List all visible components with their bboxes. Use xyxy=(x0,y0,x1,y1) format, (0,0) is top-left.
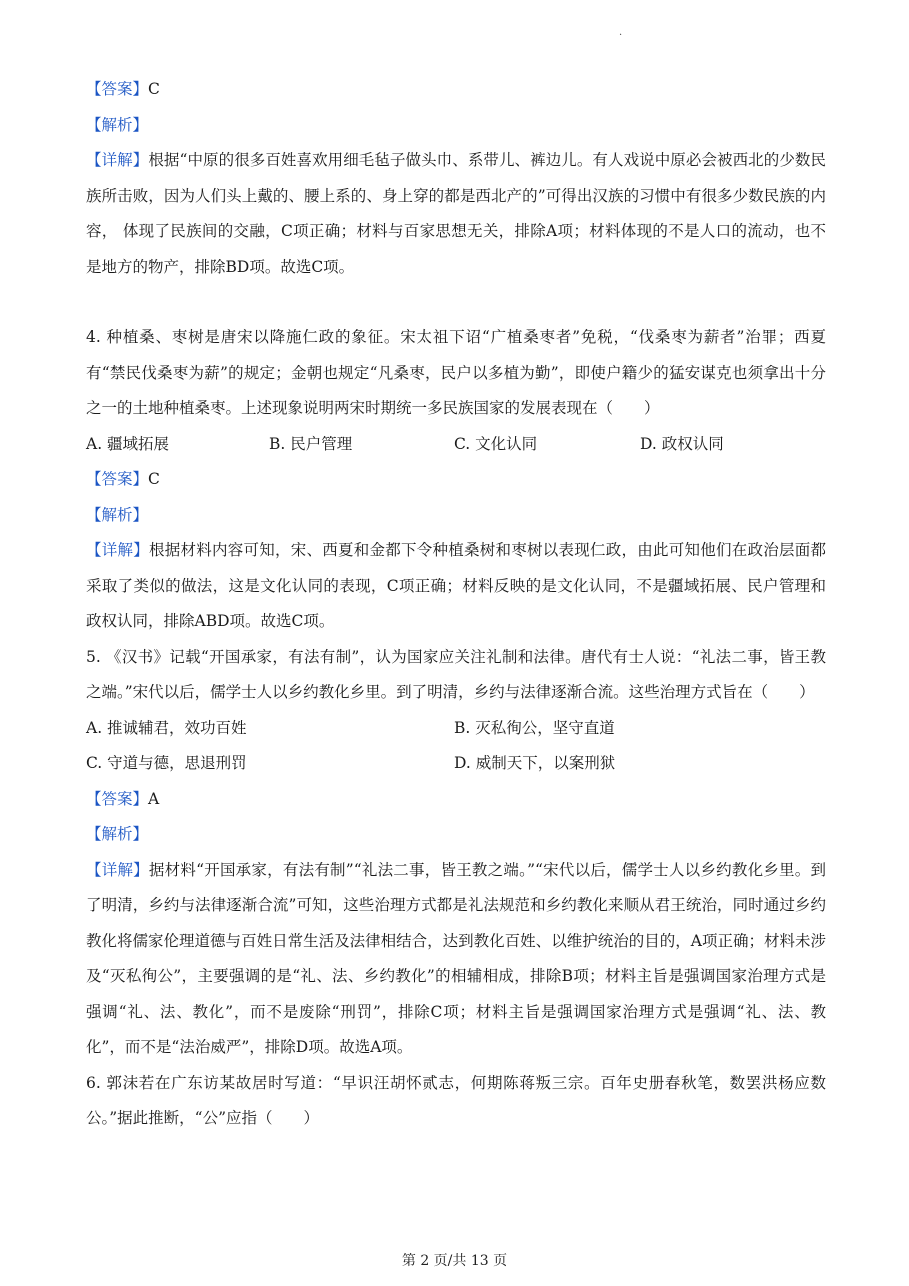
q4-option-a: A. 疆域拓展 xyxy=(86,434,170,453)
q3-answer-tag: 【答案】 xyxy=(86,80,149,98)
q5-answer-tag: 【答案】 xyxy=(86,789,149,808)
q4-answer: C xyxy=(148,470,160,488)
q3-answer-line xyxy=(86,72,826,108)
q4-stem: 4. 种植桑、枣树是唐宋以降施仁政的象征。宋太祖下诏“广植桑枣者”免税，“伐桑枣为薪者”治罪；西夏有“禁民伐桑枣为薪”的规定；金朝也规定“凡桑枣，民户以多植为勤”，即使户籍少的猛安谋克也须拿出十分之一的土地种植桑枣。上述现象说明两宋时期统一多民族国家的发展表现在（ ） xyxy=(86,328,826,417)
q5-analysis-tag: 【解析】 xyxy=(86,825,149,843)
q4-analysis-line xyxy=(86,498,826,534)
document-content xyxy=(86,72,826,1137)
q5-answer: A xyxy=(148,789,160,808)
page-dot-mark: · xyxy=(619,30,623,41)
q4-option-d: D. 政权认同 xyxy=(640,434,724,453)
page-footer: 第 2 页/共 13 页 xyxy=(401,1253,508,1269)
section-gap xyxy=(86,285,826,320)
q5-analysis-line xyxy=(86,817,826,853)
q3-analysis-line xyxy=(86,108,826,144)
q3-detail-text: 根据“中原的很多百姓喜欢用细毛毡子做头巾、系带儿、裤边儿。有人戏说中原必会被西北的少数民族所击败，因为人们头上戴的、腰上系的、身上穿的都是西北产的”可得出汉族的习惯中有很多少数民族的内容， 体现了民族间的交融，C项正确；材料与百家思想无关，排除A项；材料体现的不是人口的流动，也不是地方的物产，排除BD项。故选C项。 xyxy=(86,151,826,276)
q5-option-d: D. 威制天下，以案刑狱 xyxy=(454,754,616,772)
q3-analysis-tag: 【解析】 xyxy=(86,115,149,134)
q4-detail-para xyxy=(86,533,826,640)
q4-analysis-tag: 【解析】 xyxy=(86,505,149,524)
q3-detail-para xyxy=(86,143,826,285)
q4-option-b: B. 民户管理 xyxy=(269,434,353,453)
q5-option-b: B. 灭私徇公，坚守直道 xyxy=(454,718,615,737)
q5-detail-text: 据材料“开国承家，有法有制”“礼法二事，皆王教之端。”“宋代以后，儒学士人以乡约教化乡里。到了明清，乡约与法律逐渐合流”可知，这些治理方式都是礼法规范和乡约教化来顺从君王统治，同时通过乡约教化将儒家伦理道德与百姓日常生活及法律相结合，达到教化百姓、以维护统治的目的，A项正确；材料未涉及“灭私徇公”，主要强调的是“礼、法、乡约教化”的相辅相成，排除B项；材料主旨是强调国家治理方式是强调“礼、法、教化”，而不是废除“刑罚”，排除C项；材料主旨是强调国家治理方式是强调“礼、法、教化”，而不是“法治威严”，排除D项。故选A项。 xyxy=(86,860,826,1056)
q5-answer-line xyxy=(86,782,826,818)
q5-option-a: A. 推诚辅君，效功百姓 xyxy=(86,718,247,737)
q4-option-c: C. 文化认同 xyxy=(454,434,538,453)
q4-options xyxy=(86,427,826,463)
q5-detail-tag: 【详解】 xyxy=(86,860,149,879)
q4-detail-tag: 【详解】 xyxy=(86,541,149,559)
q4-detail-text: 根据材料内容可知，宋、西夏和金都下令种植桑树和枣树以表现仁政，由此可知他们在政治层面都采取了类似的做法，这是文化认同的表现，C项正确；材料反映的是文化认同，不是疆域拓展、民户管理和政权认同，排除ABD项。故选C项。 xyxy=(86,541,826,630)
q5-option-c: C. 守道与德，思退刑罚 xyxy=(86,754,247,772)
q5-stem: 5. 《汉书》记载“开国承家，有法有制”，认为国家应关注礼制和法律。唐代有士人说：“礼法二事，皆王教之端。”宋代以后，儒学士人以乡约教化乡里。到了明清，乡约与法律逐渐合流。这些治理方式旨在（ ） xyxy=(86,647,826,701)
q3-detail-tag: 【详解】 xyxy=(86,151,149,169)
q6-stem: 6. 郭沫若在广东访某故居时写道：“早识汪胡怀贰志，何期陈蒋叛三宗。百年史册春秋笔，数罢洪杨应数公。”据此推断，“公”应指（ ） xyxy=(86,1073,826,1127)
q3-answer: C xyxy=(148,80,160,98)
q5-detail-para xyxy=(86,853,826,1066)
q5-options-row-2 xyxy=(86,746,826,782)
q5-options-row-1 xyxy=(86,711,826,747)
q4-answer-line xyxy=(86,462,826,498)
q4-answer-tag: 【答案】 xyxy=(86,470,149,488)
